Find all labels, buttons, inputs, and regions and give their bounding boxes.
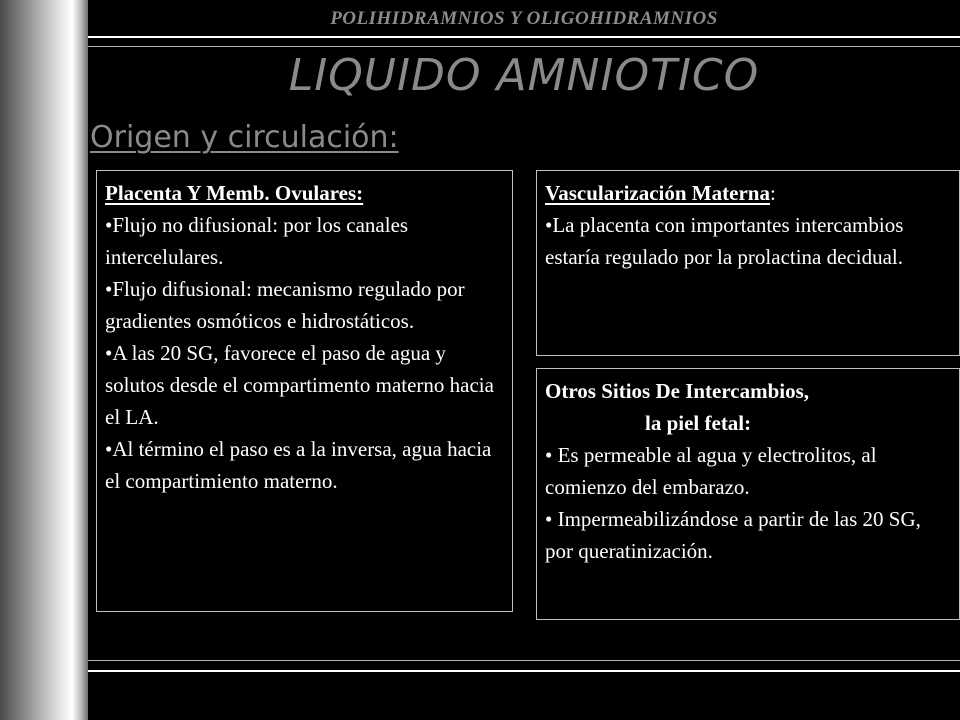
list-item: •Flujo no difusional: por los canales intercelulares. — [105, 213, 409, 269]
vascularizacion-heading-colon: : — [769, 181, 776, 205]
list-item: •A las 20 SG, favorece el paso de agua y solutos desde el compartimento materno hacia el LA. — [105, 341, 494, 429]
list-item: •La placenta con importantes intercambios estaría regulado por la prolactina decidual. — [545, 213, 904, 269]
slide-subtitle: Origen y circulación: — [90, 120, 399, 155]
placenta-box-heading: Placenta Y Memb. Ovulares: — [105, 181, 364, 205]
list-item: •Al término el paso es a la inversa, agua hacia el compartimiento materno. — [105, 437, 492, 493]
vascularizacion-heading-text: Vascularización Materna — [545, 181, 770, 205]
list-item: •Flujo difusional: mecanismo regulado por gradientes osmóticos e hidrostáticos. — [105, 277, 465, 333]
top-rule-thin — [88, 46, 960, 47]
list-item: • Impermeabilizándose a partir de las 20 SG, por queratinización. — [545, 507, 921, 563]
bottom-rule-thin — [88, 660, 960, 661]
running-header: POLIHIDRAMNIOS Y OLIGOHIDRAMNIOS — [330, 8, 718, 29]
otros-sitios-box-subheading: la piel fetal: — [645, 411, 752, 435]
otros-sitios-box — [536, 368, 960, 620]
slide-title: LIQUIDO AMNIOTICO — [288, 50, 760, 101]
left-gradient-bar — [0, 0, 88, 720]
placenta-box — [96, 170, 513, 612]
vascularizacion-box-heading — [545, 177, 951, 209]
list-item: • Es permeable al agua y electrolitos, al comienzo del embarazo. — [545, 443, 877, 499]
otros-sitios-box-heading: Otros Sitios De Intercambios, — [545, 379, 810, 403]
top-rule — [88, 36, 960, 38]
vascularizacion-box — [536, 170, 960, 356]
bottom-rule — [88, 670, 960, 672]
